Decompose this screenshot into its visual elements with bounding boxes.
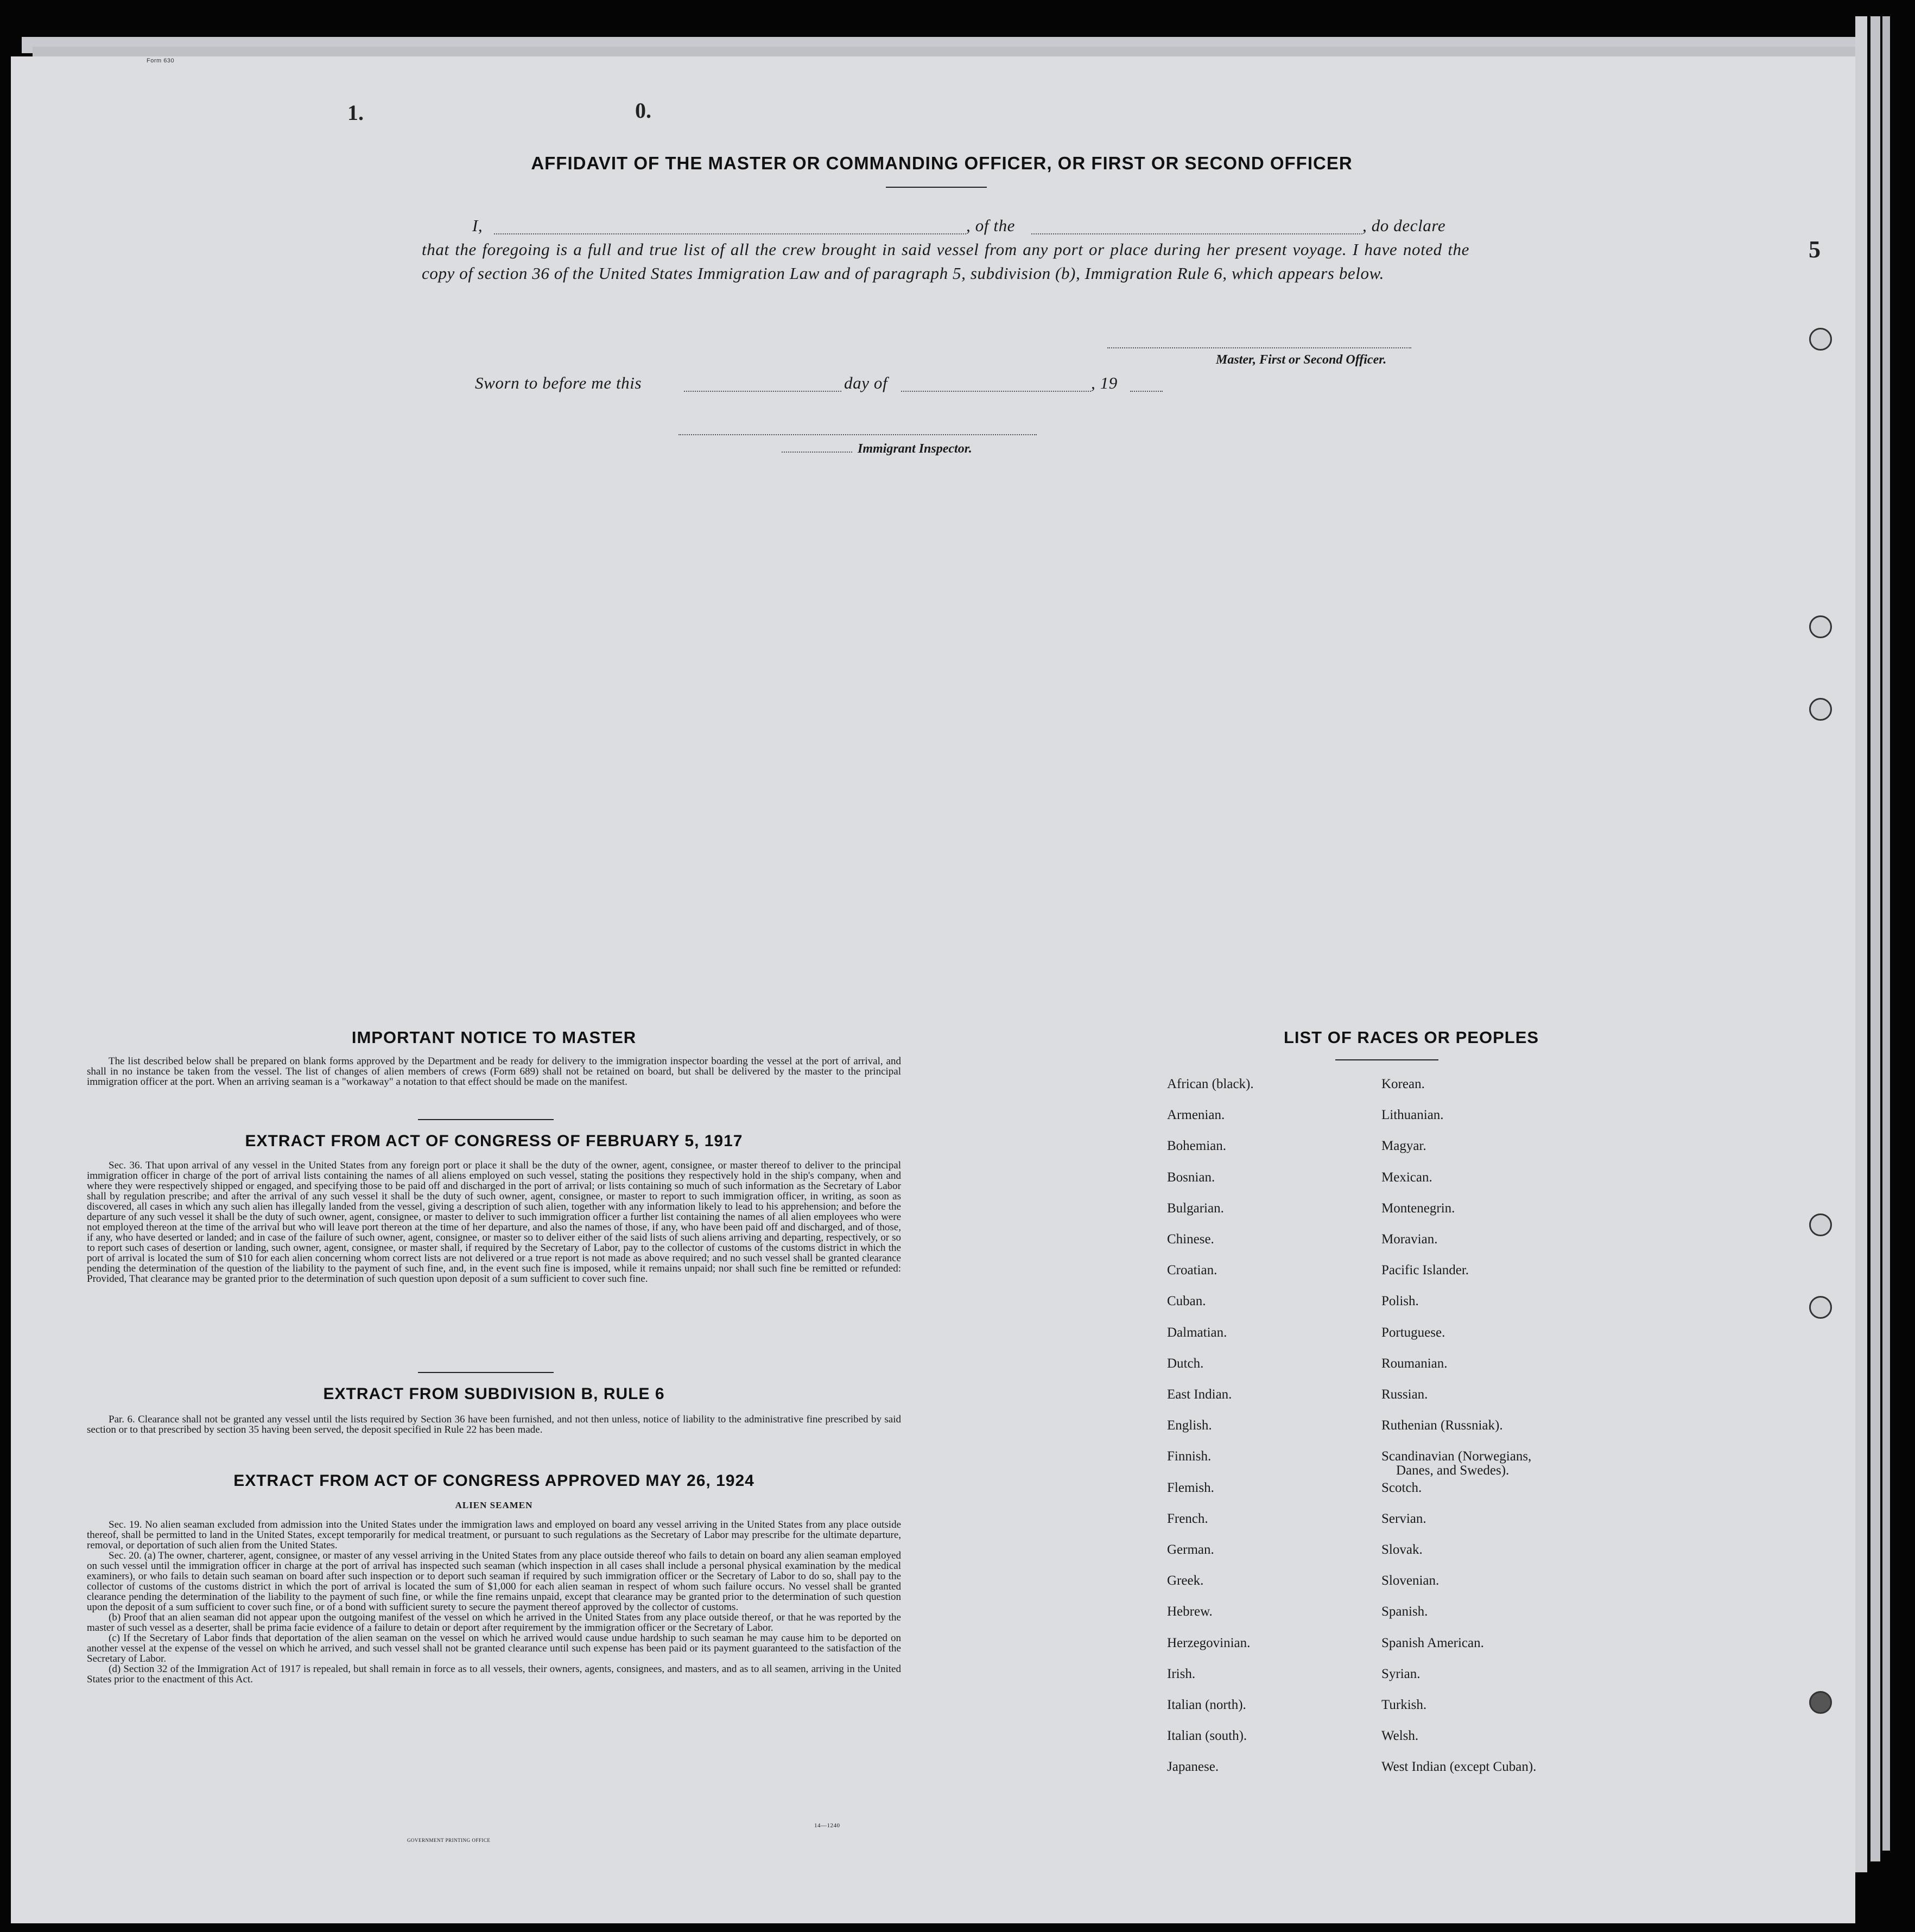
extract-rule6-paragraph: Par. 6. Clearance shall not be granted any vessel until the lists required by Section 36 have been furnished, and not then unless, notice of liability to the administrative fine prescribed by said section or to that prescribed by section 35 having been served, the deposit specified in Rule 22 has been made.	[87, 1414, 901, 1435]
page-edge	[1855, 16, 1867, 1872]
race-item: Italian (north).	[1167, 1698, 1246, 1712]
race-item: Armenian.	[1167, 1108, 1225, 1123]
race-item: Hebrew.	[1167, 1604, 1213, 1619]
printer-credit: GOVERNMENT PRINTING OFFICE	[407, 1838, 491, 1843]
notice-text	[87, 1056, 901, 1087]
sec20a-paragraph: Sec. 20. (a) The owner, charterer, agent, consignee, or master of any vessel arriving in the United States from any place outside thereof who fails to detain on board any alien seaman employed on such vessel until the immigration officer in charge at the port of arrival has inspected such seaman (which inspection in all cases shall include a personal physical examination by the medical examiners), or who fails to detain such seaman on board after such inspection or to deport such seaman if required by such immigration officer or the Secretary of Labor to do so, shall pay to the collector of customs of the customs district in which the port of arrival is located the sum of $1,000 for each alien seaman in respect of whom such failure occurs. No vessel shall be granted clearance pending the determination of the liability to the payment of such fine, or while the fine remains unpaid, except that clearance may be granted prior to the determination of such question upon the deposit of a sum sufficient to cover such fine, or of a bond with sufficient surety to secure the payment thereof approved by the collector of customs.	[87, 1550, 901, 1613]
vessel-blank	[1031, 233, 1362, 234]
binder-hole	[1809, 328, 1832, 351]
extract-rule6-title: EXTRACT FROM SUBDIVISION B, RULE 6	[323, 1385, 665, 1403]
race-item: Flemish.	[1167, 1480, 1214, 1495]
affidavit-title: AFFIDAVIT OF THE MASTER OR COMMANDING OFFICER, OR FIRST OR SECOND OFFICER	[531, 153, 1353, 173]
form-number: Form 630	[147, 58, 175, 64]
race-item: Roumanian.	[1381, 1356, 1448, 1371]
race-item: Chinese.	[1167, 1232, 1214, 1247]
inspector-short-line	[782, 452, 852, 453]
affidavit-do-declare: , do declare	[1362, 216, 1446, 235]
race-item: Italian (south).	[1167, 1728, 1247, 1744]
sec19-paragraph: Sec. 19. No alien seaman excluded from admission into the United States under the immigration laws and employed on board any vessel arriving in the United States from any place outside thereof, shall be permitted to land in the United States, except temporarily for medical treatment, or pursuant to such regulations as the Secretary of Labor may prescribe for the ultimate departure, removal, or deportation of such alien from the United States.	[87, 1519, 901, 1551]
race-item: German.	[1167, 1542, 1214, 1557]
extract-1924-text	[87, 1520, 901, 1685]
alien-seamen-subtitle: ALIEN SEAMEN	[455, 1500, 533, 1510]
day-blank	[684, 391, 841, 392]
race-item: English.	[1167, 1418, 1212, 1433]
race-item: Slovenian.	[1381, 1573, 1440, 1588]
race-item: Polish.	[1381, 1294, 1419, 1309]
divider	[418, 1372, 554, 1373]
race-item: Russian.	[1381, 1387, 1428, 1402]
race-item: Scotch.	[1381, 1480, 1422, 1495]
sec20c-paragraph: (c) If the Secretary of Labor finds that deportation of the alien seaman on the vessel on which he arrived would cause undue hardship to such seaman he may cause him to be deported on another vessel at the expense of the vessel on which he arrived, and such vessel shall not be granted clearance until such expense has been paid or its payment guaranteed to the satisfaction of the Secretary of Labor.	[87, 1632, 901, 1664]
stray-mark: 0.	[635, 98, 651, 123]
race-item: Welsh.	[1381, 1728, 1419, 1744]
master-signature-line	[1107, 347, 1411, 348]
notice-title: IMPORTANT NOTICE TO MASTER	[351, 1028, 637, 1047]
sec20b-paragraph: (b) Proof that an alien seaman did not appear upon the outgoing manifest of the vessel on which he arrived in the United States from any place outside thereof, or that he was reported by the master of such vessel as a deserter, shall be prima facie evidence of a failure to detain or deport after requirement by the immigration officer or the Secretary of Labor.	[87, 1612, 901, 1634]
race-item: Bosnian.	[1167, 1170, 1215, 1185]
race-item: Lithuanian.	[1381, 1108, 1444, 1123]
divider	[886, 187, 987, 188]
race-item: Moravian.	[1381, 1232, 1438, 1247]
race-item: Syrian.	[1381, 1666, 1421, 1681]
race-item-continuation: Danes, and Swedes).	[1396, 1463, 1510, 1478]
form-code: 14—1240	[814, 1822, 840, 1829]
race-item: Irish.	[1167, 1666, 1196, 1681]
race-item: African (black).	[1167, 1077, 1254, 1091]
extract-1917-paragraph: Sec. 36. That upon arrival of any vessel in the United States from any foreign port or place it shall be the duty of the owner, agent, consignee, or master thereof to deliver to the principal immigration officer in charge of the port of arrival lists containing the names of all aliens employed on such vessel, stating the positions they respectively hold in the ship's company, when and where they were respectively shipped or engaged, and specifying those to be paid off and discharged in the port of arrival; or lists containing so much of such information as the Secretary of Labor shall by regulation prescribe; and after the arrival of any such vessel it shall be the duty of such owner, agent, consignee, or master to report to such immigration officer, in writing, as soon as discovered, all cases in which any such alien has illegally landed from the vessel, giving a description of such alien, together with any information likely to lead to his apprehension; and before the departure of any such vessel it shall be the duty of such owner, agent, consignee, or master to deliver to such immigration officer a further list containing the names of all alien employees who were not employed thereon at the time of the arrival but who will leave port thereon at the time of her departure, and also the names of those, if any, who have been paid off and discharged, and of those, if any, who have deserted or landed; and in case of the failure of such owner, agent, consignee, or master so to deliver either of the said lists of such aliens arriving and departing, respectively, or so to report such cases of desertion or landing, such owner, agent, consignee, or master shall, if required by the Secretary of Labor, pay to the collector of customs of the customs district in which the port of arrival is located the sum of $10 for each alien concerning whom correct lists are not delivered or a true report is not made as above required; and no such vessel shall be granted clearance pending the determination of the question of the liability to the payment of such fine, and, in the event such fine is imposed, while it remains unpaid; nor shall such fine be remitted or refunded: Provided, That clearance may be granted prior to the determination of such question upon deposit of a sum sufficient to cover such fine.	[87, 1160, 901, 1285]
month-blank	[901, 391, 1091, 392]
stray-mark: 1.	[347, 100, 364, 125]
sec20d-paragraph: (d) Section 32 of the Immigration Act of 1917 is repealed, but shall remain in force as to all vessels, their owners, agents, consignees, and masters, and as to all seamen, arriving in the United States prior to the enactment of this Act.	[87, 1663, 901, 1685]
race-item: West Indian (except Cuban).	[1381, 1759, 1537, 1775]
race-item: Slovak.	[1381, 1542, 1423, 1557]
inspector-signature-line	[679, 434, 1037, 435]
affidavit-i: I,	[472, 216, 483, 235]
divider	[1335, 1059, 1438, 1060]
inspector-caption: Immigrant Inspector.	[858, 442, 972, 456]
master-caption: Master, First or Second Officer.	[1216, 353, 1387, 367]
extract-1917-text	[87, 1160, 901, 1284]
race-item: Japanese.	[1167, 1759, 1219, 1775]
binder-hole	[1809, 615, 1832, 638]
race-item: Dalmatian.	[1167, 1325, 1227, 1340]
race-item: Scandinavian (Norwegians,	[1381, 1449, 1532, 1464]
year-blank	[1130, 391, 1163, 392]
race-item: Pacific Islander.	[1381, 1263, 1469, 1278]
binder-hole	[1809, 698, 1832, 721]
race-item: Montenegrin.	[1381, 1200, 1455, 1216]
race-item: Spanish American.	[1381, 1635, 1484, 1650]
race-item: Ruthenian (Russniak).	[1381, 1418, 1503, 1433]
notice-paragraph: The list described below shall be prepared on blank forms approved by the Department and be ready for delivery to the immigration inspector boarding the vessel at the port of arrival, and shall in no instance be taken from the vessel. The list of changes of alien members of crews (Form 689) shall not be retained on board, but shall be delivered by the master to the principal immigration officer at the port. When an arriving seaman is a "workaway" a notation to that effect should be made on the manifest.	[87, 1056, 901, 1088]
race-item: Herzegovinian.	[1167, 1635, 1251, 1650]
race-item: Dutch.	[1167, 1356, 1204, 1371]
affidavit-body: that the foregoing is a full and true list of all the crew brought in said vessel from any port or place during her present voyage. I have noted the copy of section 36 of the United States Immigration Law and of paragraph 5, subdivision (b), Immigration Rule 6, which appears below.	[422, 240, 1469, 283]
page-edge	[1870, 16, 1880, 1861]
extract-1924-title: EXTRACT FROM ACT OF CONGRESS APPROVED MAY 26, 1924	[233, 1472, 754, 1490]
race-item: Mexican.	[1381, 1170, 1432, 1185]
sworn-prefix: Sworn to before me this	[475, 373, 642, 392]
sworn-day-of: day of	[844, 373, 888, 392]
name-blank	[494, 233, 966, 234]
race-item: Greek.	[1167, 1573, 1204, 1588]
binder-hole	[1809, 1296, 1832, 1319]
binder-hole	[1809, 1213, 1832, 1236]
race-item: Korean.	[1381, 1077, 1425, 1091]
race-item: Finnish.	[1167, 1449, 1212, 1464]
races-title: LIST OF RACES OR PEOPLES	[1283, 1028, 1539, 1047]
race-item: Magyar.	[1381, 1139, 1426, 1154]
race-item: Turkish.	[1381, 1698, 1427, 1712]
race-item: Spanish.	[1381, 1604, 1428, 1619]
document-page	[11, 56, 1855, 1923]
race-item: Cuban.	[1167, 1294, 1206, 1309]
margin-mark: 5	[1809, 236, 1821, 263]
binder-hole	[1809, 1691, 1832, 1714]
page-edge	[1882, 16, 1890, 1851]
divider	[418, 1119, 554, 1120]
race-item: Portuguese.	[1381, 1325, 1445, 1340]
race-item: East Indian.	[1167, 1387, 1232, 1402]
race-item: Servian.	[1381, 1511, 1426, 1526]
affidavit-of-the: , of the	[966, 216, 1016, 235]
race-item: Croatian.	[1167, 1263, 1218, 1278]
sworn-year: , 19	[1091, 373, 1118, 392]
race-item: Bohemian.	[1167, 1139, 1227, 1154]
race-item: Bulgarian.	[1167, 1200, 1224, 1216]
extract-rule6-text	[87, 1414, 901, 1435]
race-item: French.	[1167, 1511, 1208, 1526]
extract-1917-title: EXTRACT FROM ACT OF CONGRESS OF FEBRUARY 5, 1917	[245, 1132, 743, 1150]
